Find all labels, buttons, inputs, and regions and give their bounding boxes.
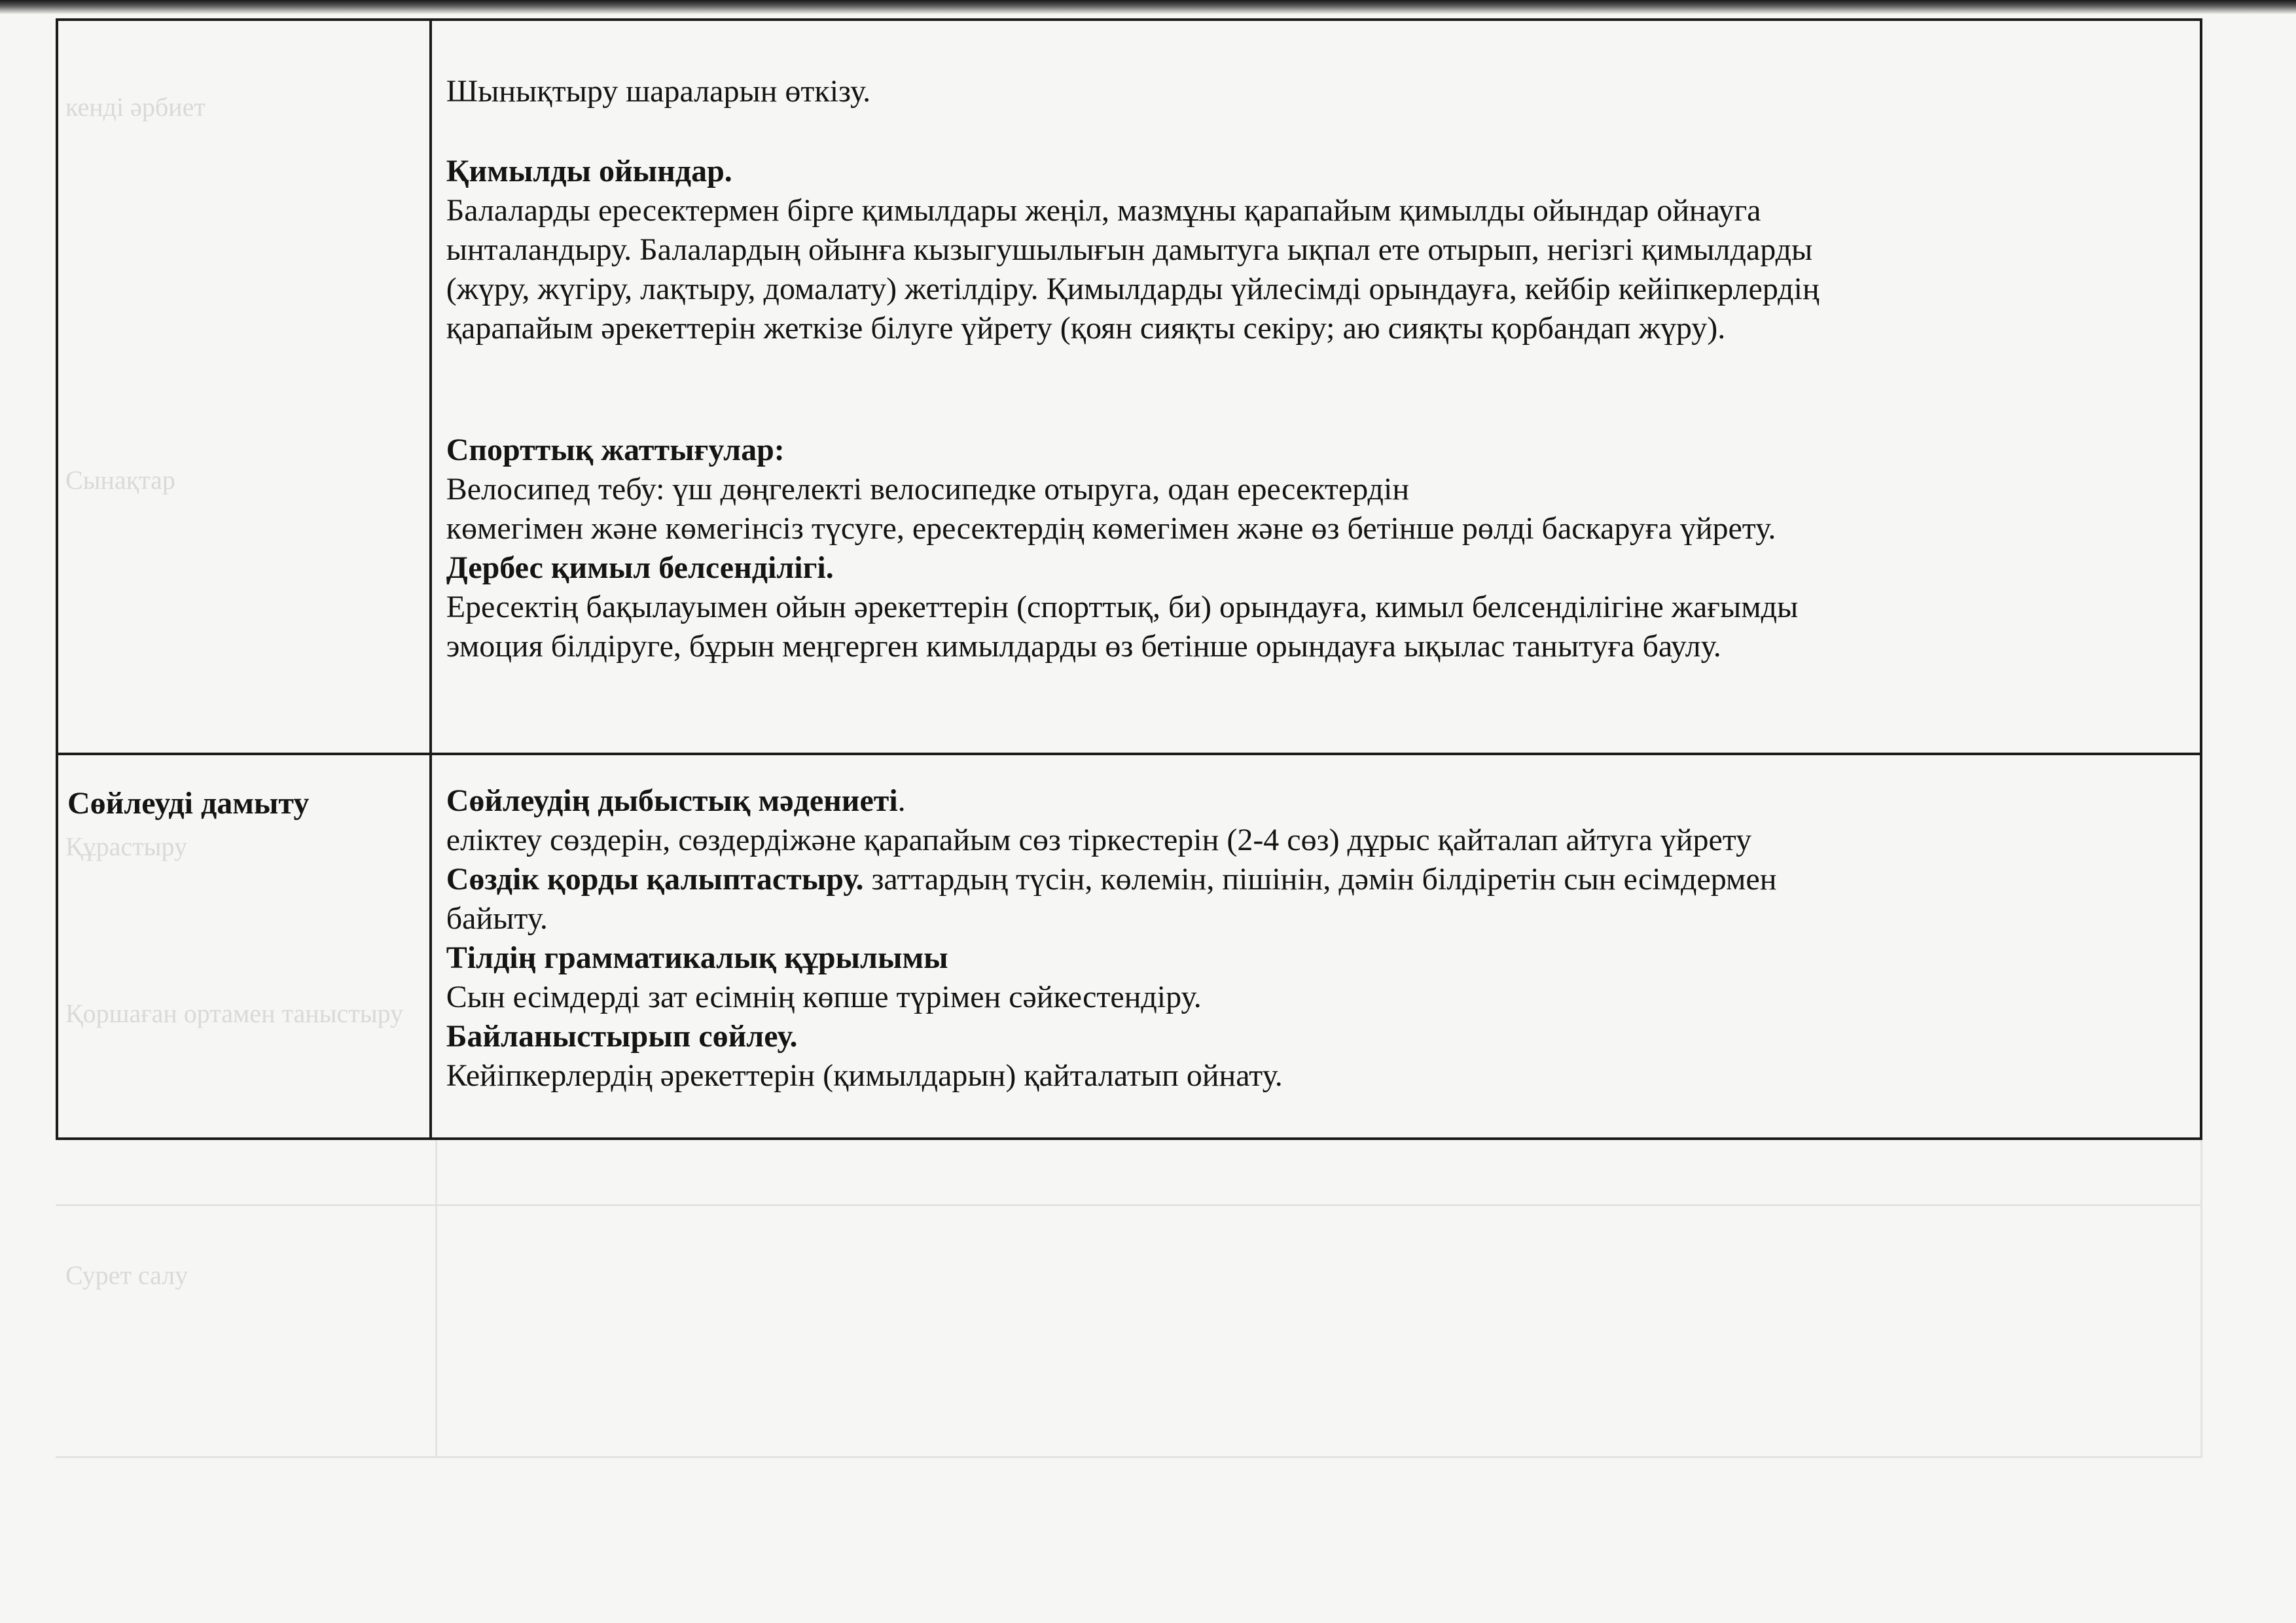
heading-sound-culture: Сөйлеудің дыбыстық мәдениеті [446,783,898,818]
paragraph-line: Велосипед тебу: үш дөңгелекті велосипедке отыруга, одан ересектердін [446,472,1409,507]
scan-top-edge [0,0,2296,14]
paragraph-line: Ересектің бақылауымен ойын әрекеттерін (спорттық, би) орындауға, кимыл белсенділігіне жағымды [446,590,1799,624]
bleed-through-rule [56,1456,2202,1458]
bleed-through-text: Сынақтар [65,465,175,495]
paragraph-line: Кейіпкерлердің әрекеттерін (қимылдарын) қайталатып ойнату. [446,1058,1283,1093]
bleed-through-text: Құрастыру [65,832,188,861]
bleed-through-rule [2200,1139,2202,1456]
table-row [57,754,2201,1139]
section-content-cell [431,20,2201,754]
section-content-cell [431,754,2201,1139]
heading-coherent-speech: Байланыстырып сөйлеу. [446,1019,798,1054]
paragraph-line: көмегімен және көмегінсіз түсуге, ересектердің көмегімен және өз бетінше рөлді баскаруға үйрету. [446,511,1776,546]
paragraph-line: байыту. [446,901,548,936]
paragraph-line: Балаларды ересектермен бірге қимылдары жеңіл, мазмұны қарапайым қимылды ойындар ойнауга [446,193,1761,228]
bleed-through-rule [56,1204,2202,1206]
bleed-through-text: Қоршаған ортамен таныстыру [65,999,404,1028]
table-row [57,20,2201,754]
paragraph-line: эмоция білдіруге, бұрын меңгерген кимылдарды өз бетінше орындауға ықылас танытуға баулу. [446,629,1721,664]
section-name-cell [57,20,431,754]
paragraph-line: еліктеу сөздерін, сөздердіжәне қарапайым сөз тіркестерін (2-4 сөз) дұрыс қайталап айтуга үйрету [446,823,1752,857]
section-name: Сөйлеуді дамыту [67,786,310,821]
paragraph-line: қарапайым әрекеттерін жеткізе білуге үйрету (қоян сияқты секіру; аю сияқты қорбандап жүру). [446,311,1726,346]
paragraph-line: Сын есімдерді зат есімнің көпше түрімен сәйкестендіру. [446,980,1202,1014]
section-name-cell [57,754,431,1139]
bleed-through-text: кенді әрбиет [65,92,206,122]
hardening-text: Шынықтыру шараларын өткізу. [446,74,871,109]
heading-vocabulary: Сөздік қорды қалыптастыру. [446,862,864,897]
heading-grammar: Тілдің грамматикалық құрылымы [446,940,948,975]
heading-mobile-games: Қимылды ойындар. [446,154,732,188]
paragraph-line: заттардың түсін, көлемін, пішінін, дәмін білдіретін сын есімдермен [863,862,1777,897]
curriculum-table [56,18,2202,1140]
heading-sport-exercises: Спорттық жаттығулар: [446,433,785,467]
bleed-through-rule [435,1139,437,1456]
paragraph-line: ынталандыру. Балалардың ойынға кызыгушылығын дамытуга ықпал ете отырып, негізгі қимылдарды [446,232,1813,267]
heading-independent-activity: Дербес қимыл белсенділігі. [446,550,834,585]
bleed-through-text: Сурет салу [65,1260,188,1290]
heading-sound-culture-dot: . [897,783,906,818]
paragraph-line: (жүру, жүгіру, лақтыру, домалату) жетілдіру. Қимылдарды үйлесімді орындауға, кейбір кейіпкерлердің [446,272,1820,306]
